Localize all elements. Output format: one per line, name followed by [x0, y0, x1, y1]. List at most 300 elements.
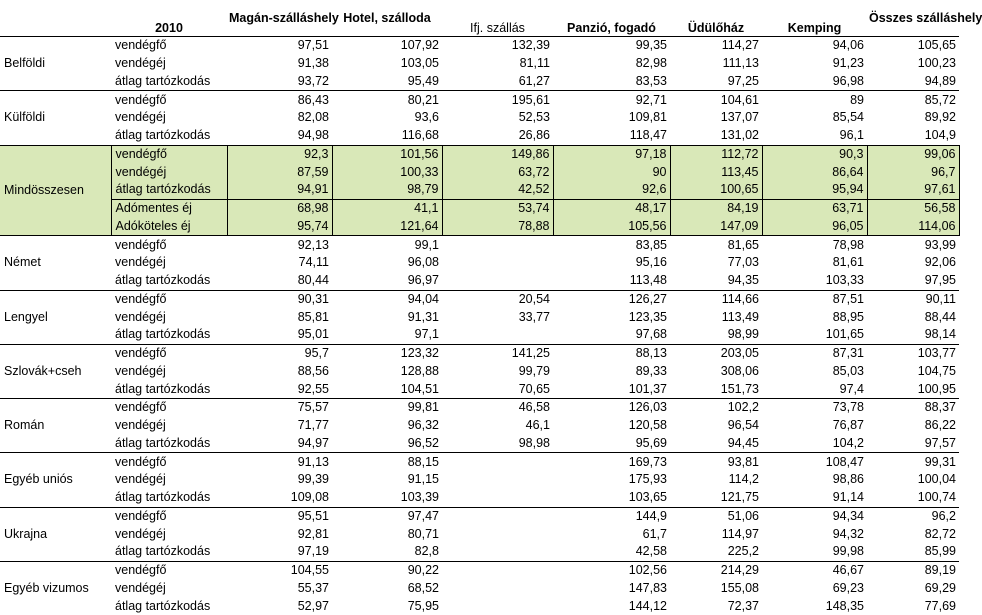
- table-cell: 61,27: [518, 73, 550, 88]
- table-cell: 81,65: [670, 236, 762, 254]
- table-row: [0, 254, 959, 272]
- table-cell: 111,13: [722, 56, 759, 71]
- table-cell: 104,9: [924, 128, 956, 143]
- table-cell: 86,43: [227, 91, 332, 109]
- table-cell: 99,79: [518, 363, 550, 378]
- table-row: [0, 399, 959, 417]
- table-cell: 109,08: [290, 490, 329, 505]
- table-cell: 96,32: [407, 418, 439, 433]
- group-label: Mindösszesen: [0, 145, 111, 236]
- metric-label: vendégfő: [111, 145, 227, 163]
- metric-label: átlag tartózkodás: [115, 128, 211, 143]
- col-header-panzio: Panzió, fogadó: [567, 21, 656, 35]
- table-row: [0, 380, 959, 398]
- table-cell: 93,99: [867, 236, 959, 254]
- table-cell: 83,53: [635, 73, 667, 88]
- table-cell: 121,75: [720, 490, 759, 505]
- header-blank: [0, 0, 111, 37]
- table-cell: 94,98: [297, 128, 329, 143]
- metric-label: vendégéj: [115, 580, 166, 595]
- table-cell: 85,81: [297, 309, 329, 324]
- table-cell: 104,75: [917, 363, 956, 378]
- col-header-osszes: Összes szálláshely: [869, 11, 982, 25]
- table-cell: 109,81: [628, 110, 667, 125]
- table-cell: 113,48: [629, 273, 667, 288]
- table-cell: 92,6: [553, 181, 670, 199]
- table-cell: 95,51: [227, 507, 332, 525]
- metric-label: átlag tartózkodás: [115, 381, 211, 396]
- table-cell: 94,04: [332, 290, 442, 308]
- table-cell: 104,61: [670, 91, 762, 109]
- table-cell: 95,16: [635, 255, 667, 270]
- table-cell: 90,11: [867, 290, 959, 308]
- table-row: [0, 109, 959, 127]
- table-cell: [442, 254, 553, 272]
- table-row: [0, 55, 959, 73]
- table-cell: 203,05: [670, 344, 762, 362]
- table-cell: 101,65: [825, 327, 864, 342]
- group-label: Lengyel: [0, 290, 111, 344]
- table-cell: 92,13: [227, 236, 332, 254]
- table-row: [0, 91, 959, 109]
- table-cell: 93,81: [670, 453, 762, 471]
- table-cell: 92,3: [227, 145, 332, 163]
- table-cell: 96,08: [407, 255, 439, 270]
- table-cell: 68,98: [227, 199, 332, 217]
- metric-label: Adóköteles éj: [111, 218, 227, 236]
- metric-label: vendégfő: [111, 344, 227, 362]
- table-cell: 114,27: [670, 37, 762, 55]
- table-row: [0, 127, 959, 145]
- table-cell: 113,45: [670, 163, 762, 181]
- table-cell: 100,95: [917, 381, 956, 396]
- col-header-udulohaz: Üdülőház: [687, 21, 745, 35]
- table-cell: 95,69: [635, 435, 667, 450]
- table-cell: 80,21: [332, 91, 442, 109]
- table-cell: 99,81: [332, 399, 442, 417]
- metric-label: vendégéj: [115, 309, 166, 324]
- table-cell: 75,57: [227, 399, 332, 417]
- table-cell: 97,18: [553, 145, 670, 163]
- table-cell: 69,23: [832, 580, 864, 595]
- table-cell: 103,33: [825, 273, 864, 288]
- table-cell: 102,56: [553, 561, 670, 579]
- table-row: [0, 435, 959, 453]
- table-cell: 97,51: [227, 37, 332, 55]
- metric-label: átlag tartózkodás: [115, 327, 211, 342]
- table-cell: 104,55: [227, 561, 332, 579]
- table-cell: 137,07: [720, 110, 759, 125]
- col-header-kemping: Kemping: [787, 21, 842, 35]
- metric-label: vendégéj: [115, 363, 166, 378]
- table-row: [0, 163, 959, 181]
- table-cell: 214,29: [670, 561, 762, 579]
- metric-label: vendégfő: [111, 91, 227, 109]
- table-cell: 33,77: [518, 309, 550, 324]
- table-row: [0, 597, 959, 615]
- table-cell: 169,73: [553, 453, 670, 471]
- table-row: [0, 308, 959, 326]
- table-cell: 99,1: [332, 236, 442, 254]
- table-cell: 132,39: [442, 37, 553, 55]
- table-cell: 90,3: [762, 145, 867, 163]
- table-cell: 114,06: [867, 218, 959, 236]
- table-cell: 99,39: [297, 472, 329, 487]
- table-cell: 118,47: [629, 128, 667, 143]
- table-cell: 85,03: [832, 363, 864, 378]
- table-cell: 90,31: [227, 290, 332, 308]
- table-cell: 104,51: [400, 381, 439, 396]
- table-cell: 88,56: [297, 363, 329, 378]
- table-row: [0, 290, 959, 308]
- table-cell: [442, 453, 553, 471]
- table-cell: 102,2: [670, 399, 762, 417]
- table-cell: 88,15: [332, 453, 442, 471]
- table-cell: 104,2: [832, 435, 864, 450]
- metric-label: vendégéj: [115, 526, 166, 541]
- table-cell: 98,98: [518, 435, 550, 450]
- table-cell: 87,31: [762, 344, 867, 362]
- metric-label: átlag tartózkodás: [115, 73, 211, 88]
- table-cell: 97,61: [867, 181, 959, 199]
- table-cell: 87,59: [227, 163, 332, 181]
- table-cell: 91,23: [832, 56, 864, 71]
- table-cell: 52,97: [297, 598, 329, 613]
- table-cell: 77,69: [924, 598, 956, 613]
- table-cell: 103,77: [867, 344, 959, 362]
- table-cell: 126,03: [553, 399, 670, 417]
- table-cell: 225,2: [727, 544, 759, 559]
- group-label: Román: [0, 399, 111, 453]
- table-cell: 100,65: [670, 181, 762, 199]
- table-row: [0, 326, 959, 344]
- table-cell: 89,19: [867, 561, 959, 579]
- table-cell: 94,89: [924, 73, 956, 88]
- table-cell: 114,66: [670, 290, 762, 308]
- table-cell: 85,99: [924, 544, 956, 559]
- table-cell: 96,97: [407, 273, 439, 288]
- table-cell: 92,81: [297, 526, 329, 541]
- table-cell: 69,29: [924, 580, 956, 595]
- table-cell: 63,71: [762, 199, 867, 217]
- table-cell: 101,56: [332, 145, 442, 163]
- table-cell: 87,51: [762, 290, 867, 308]
- col-header-hotel: Hotel, szálloda: [343, 11, 431, 25]
- table-cell: 97,68: [635, 327, 667, 342]
- table-cell: 89,33: [635, 363, 667, 378]
- table-cell: 71,77: [297, 418, 329, 433]
- table-cell: 82,72: [924, 526, 956, 541]
- table-cell: 94,45: [727, 435, 759, 450]
- table-row: [0, 453, 959, 471]
- col-header-ifj-szallas: Ifj. szállás: [470, 21, 525, 35]
- metric-label: átlag tartózkodás: [115, 598, 211, 613]
- table-cell: 108,47: [762, 453, 867, 471]
- table-cell: 95,94: [762, 181, 867, 199]
- table-cell: 95,74: [227, 218, 332, 236]
- table-cell: 20,54: [442, 290, 553, 308]
- table-cell: 128,88: [400, 363, 439, 378]
- metric-label: vendégéj: [115, 418, 166, 433]
- table-cell: 95,01: [297, 327, 329, 342]
- table-cell: 75,95: [407, 598, 439, 613]
- table-cell: 148,35: [825, 598, 864, 613]
- table-cell: 42,58: [635, 544, 667, 559]
- metric-label: átlag tartózkodás: [115, 435, 211, 450]
- table-cell: 126,27: [553, 290, 670, 308]
- table-cell: [442, 507, 553, 525]
- group-label: Szlovák+cseh: [0, 344, 111, 398]
- table-cell: [442, 597, 553, 615]
- table-row: [0, 218, 959, 236]
- table-cell: 149,86: [442, 145, 553, 163]
- table-cell: 92,06: [924, 255, 956, 270]
- table-cell: 82,08: [297, 110, 329, 125]
- table-cell: 97,1: [414, 327, 439, 342]
- table-cell: [442, 543, 553, 561]
- table-cell: 147,83: [628, 580, 667, 595]
- table-row: [0, 344, 959, 362]
- metric-label: vendégéj: [115, 472, 166, 487]
- table-cell: 308,06: [720, 363, 759, 378]
- metric-label: vendégéj: [115, 255, 166, 270]
- table-cell: 98,99: [727, 327, 759, 342]
- table-cell: 56,58: [867, 199, 959, 217]
- metric-label: vendégéj: [115, 56, 166, 71]
- table-cell: 100,04: [917, 472, 956, 487]
- table-cell: 144,9: [553, 507, 670, 525]
- table-cell: 96,1: [839, 128, 864, 143]
- table-cell: [442, 471, 553, 489]
- table-row: [0, 199, 959, 217]
- metric-label: átlag tartózkodás: [115, 490, 211, 505]
- table-cell: 41,1: [332, 199, 442, 217]
- table-cell: [442, 236, 553, 254]
- table-cell: [442, 326, 553, 344]
- table-cell: 100,33: [332, 163, 442, 181]
- table-cell: 55,37: [297, 580, 329, 595]
- table-row: [0, 272, 959, 290]
- table-row: [0, 525, 959, 543]
- table-cell: 91,13: [227, 453, 332, 471]
- table-cell: 103,39: [400, 490, 439, 505]
- table-cell: 46,58: [442, 399, 553, 417]
- table-cell: 97,95: [924, 273, 956, 288]
- table-cell: 120,58: [628, 418, 667, 433]
- table-cell: 83,85: [553, 236, 670, 254]
- table-cell: 99,98: [832, 544, 864, 559]
- table-cell: 86,22: [924, 418, 956, 433]
- table-cell: 98,86: [832, 472, 864, 487]
- table-row: [0, 37, 959, 55]
- table-cell: 96,7: [867, 163, 959, 181]
- table-cell: 94,34: [762, 507, 867, 525]
- table-row: [0, 417, 959, 435]
- table-cell: 92,55: [297, 381, 329, 396]
- group-label: Külföldi: [0, 91, 111, 145]
- table-cell: 107,92: [332, 37, 442, 55]
- table-cell: [442, 580, 553, 598]
- table-cell: 76,87: [832, 418, 864, 433]
- table-cell: 70,65: [518, 381, 550, 396]
- metric-label: átlag tartózkodás: [115, 544, 211, 559]
- table-cell: 82,98: [635, 56, 667, 71]
- table-cell: 96,98: [832, 73, 864, 88]
- metric-label: vendégéj: [111, 163, 227, 181]
- table-row: [0, 145, 959, 163]
- table-cell: 97,25: [727, 73, 759, 88]
- table-cell: 91,31: [407, 309, 439, 324]
- table-cell: 151,73: [720, 381, 759, 396]
- table-cell: 63,72: [442, 163, 553, 181]
- table-cell: 94,06: [762, 37, 867, 55]
- table-cell: 92,71: [553, 91, 670, 109]
- table-cell: 90: [553, 163, 670, 181]
- table-cell: 195,61: [442, 91, 553, 109]
- year-header: 2010: [155, 21, 183, 35]
- table-cell: 89,92: [924, 110, 956, 125]
- table-cell: 91,14: [832, 490, 864, 505]
- table-cell: 121,64: [332, 218, 442, 236]
- metric-label: vendégéj: [115, 110, 166, 125]
- table-cell: 97,47: [332, 507, 442, 525]
- table-cell: 72,37: [727, 598, 759, 613]
- table-row: [0, 561, 959, 579]
- table-cell: [442, 272, 553, 290]
- table-row: [0, 181, 959, 199]
- table-cell: 100,74: [917, 490, 956, 505]
- metric-label: vendégfő: [111, 399, 227, 417]
- table-row: [0, 471, 959, 489]
- table-cell: 113,49: [721, 309, 759, 324]
- table-cell: 88,13: [553, 344, 670, 362]
- table-cell: 114,97: [721, 526, 759, 541]
- table-cell: 103,05: [400, 56, 439, 71]
- table-cell: 80,44: [297, 273, 329, 288]
- table-cell: 78,98: [762, 236, 867, 254]
- table-row: [0, 73, 959, 91]
- table-cell: 103,65: [628, 490, 667, 505]
- table-cell: 89: [762, 91, 867, 109]
- metric-label: vendégfő: [111, 290, 227, 308]
- table-cell: 68,52: [407, 580, 439, 595]
- table-cell: 114,2: [728, 472, 759, 487]
- metric-label: vendégfő: [111, 37, 227, 55]
- group-label: Ukrajna: [0, 507, 111, 561]
- table-cell: 53,74: [442, 199, 553, 217]
- table-cell: 99,31: [867, 453, 959, 471]
- group-label: Egyéb vizumos: [0, 561, 111, 615]
- table-cell: 96,2: [867, 507, 959, 525]
- table-cell: 77,03: [727, 255, 759, 270]
- table-cell: 81,11: [519, 56, 550, 71]
- table-cell: 90,22: [332, 561, 442, 579]
- metric-label: Adómentes éj: [111, 199, 227, 217]
- table-cell: 98,79: [332, 181, 442, 199]
- table-cell: 46,1: [525, 418, 550, 433]
- table-cell: 96,52: [407, 435, 439, 450]
- metric-label: vendégfő: [111, 236, 227, 254]
- table-cell: 51,06: [670, 507, 762, 525]
- table-cell: 85,54: [832, 110, 864, 125]
- table-cell: 80,71: [407, 526, 439, 541]
- table-cell: 105,56: [553, 218, 670, 236]
- table-cell: 141,25: [442, 344, 553, 362]
- table-cell: 98,14: [924, 327, 956, 342]
- table-cell: 144,12: [628, 598, 667, 613]
- metric-label: vendégfő: [111, 561, 227, 579]
- table-cell: 48,17: [553, 199, 670, 217]
- table-cell: 88,44: [924, 309, 956, 324]
- table-cell: 94,97: [297, 435, 329, 450]
- table-cell: 97,57: [924, 435, 956, 450]
- table-cell: 100,23: [917, 56, 956, 71]
- table-cell: 112,72: [670, 145, 762, 163]
- header-row: [0, 0, 959, 37]
- table-cell: 131,02: [720, 128, 759, 143]
- table-cell: 105,65: [867, 37, 959, 55]
- table-cell: 93,72: [297, 73, 329, 88]
- table-cell: 61,7: [642, 526, 667, 541]
- table-cell: [442, 561, 553, 579]
- table-cell: [442, 489, 553, 507]
- table-cell: 86,64: [762, 163, 867, 181]
- table-cell: 78,88: [442, 218, 553, 236]
- table-cell: 85,72: [867, 91, 959, 109]
- table-cell: 81,61: [832, 255, 864, 270]
- table-cell: 91,15: [407, 472, 439, 487]
- table-cell: 95,7: [227, 344, 332, 362]
- metric-label: átlag tartózkodás: [115, 273, 211, 288]
- table-row: [0, 363, 959, 381]
- table-cell: 93,6: [414, 110, 439, 125]
- table-cell: 123,35: [628, 309, 667, 324]
- table-cell: 88,95: [832, 309, 864, 324]
- table-cell: 97,4: [839, 381, 864, 396]
- table-cell: 88,37: [867, 399, 959, 417]
- table-cell: 97,19: [297, 544, 329, 559]
- table-cell: [442, 525, 553, 543]
- table-cell: 123,32: [332, 344, 442, 362]
- table-row: [0, 580, 959, 598]
- table-cell: 94,32: [832, 526, 864, 541]
- metric-label: vendégfő: [111, 453, 227, 471]
- table-cell: 175,93: [628, 472, 667, 487]
- table-cell: 94,35: [727, 273, 759, 288]
- table-cell: 96,05: [762, 218, 867, 236]
- table-cell: 99,35: [553, 37, 670, 55]
- table-cell: 73,78: [762, 399, 867, 417]
- table-cell: 46,67: [762, 561, 867, 579]
- table-cell: 155,08: [720, 580, 759, 595]
- table-cell: 52,53: [518, 110, 550, 125]
- group-label: Egyéb uniós: [0, 453, 111, 507]
- table-cell: 42,52: [442, 181, 553, 199]
- table-cell: 96,54: [727, 418, 759, 433]
- table-cell: 116,68: [401, 128, 439, 143]
- table-cell: 26,86: [518, 128, 550, 143]
- table-row: [0, 543, 959, 561]
- table-cell: 84,19: [670, 199, 762, 217]
- table-row: [0, 489, 959, 507]
- table-cell: 147,09: [670, 218, 762, 236]
- metric-label: vendégfő: [111, 507, 227, 525]
- group-label: Belföldi: [0, 37, 111, 91]
- table-row: [0, 236, 959, 254]
- table-cell: 91,38: [297, 56, 329, 71]
- table-row: [0, 507, 959, 525]
- group-label: Német: [0, 236, 111, 290]
